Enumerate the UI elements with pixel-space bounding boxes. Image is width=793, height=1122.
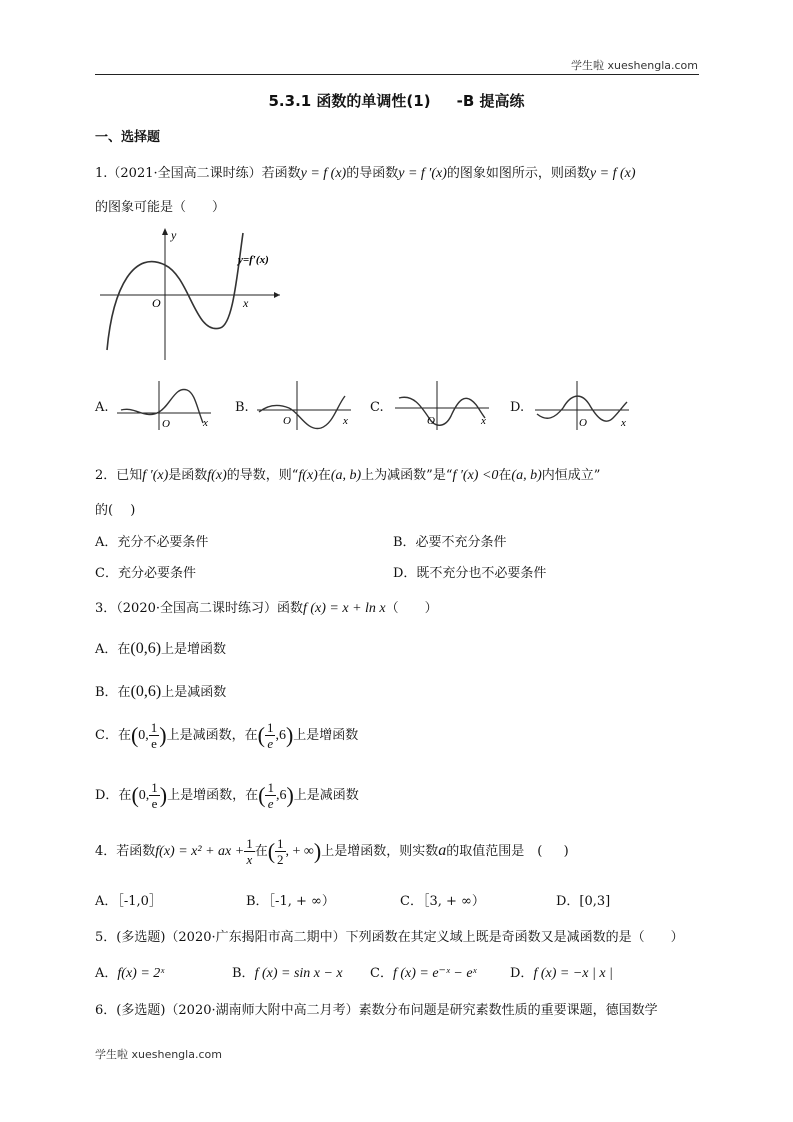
- q2-option-d: D．既不充分也不必要条件: [393, 566, 547, 581]
- q5-d-expr: f (x) = −x | x |: [533, 966, 613, 981]
- q2-text-f: 内恒成立”: [541, 468, 601, 483]
- option-c-graph: [393, 378, 493, 433]
- q2-option-a: A．充分不必要条件: [95, 535, 209, 550]
- option-a-letter: A.: [95, 400, 109, 415]
- frac-den: e: [267, 796, 274, 811]
- o-label: O: [427, 415, 435, 427]
- q2-func-2: f(x): [298, 468, 318, 483]
- q5-d-letter: D．: [510, 966, 534, 981]
- q3-b-pre: B．在: [95, 685, 131, 700]
- x-label: x: [203, 417, 208, 429]
- q3-d-six: ,6: [275, 788, 287, 803]
- q5-a-letter: A．: [95, 966, 118, 981]
- q3-d-mid: 上是增函数，在: [167, 788, 259, 803]
- footer-brand: 学生啦 xueshengla.com: [95, 1048, 222, 1061]
- q5-option-b: [232, 962, 343, 982]
- frac-den: e: [151, 736, 157, 751]
- q3-a-pre: A．在: [95, 642, 131, 657]
- frac-num: 1: [277, 836, 284, 851]
- q2-stem: [95, 464, 600, 484]
- q1-text: 1.（2021·全国高二课时练）若函数: [95, 166, 301, 181]
- q1-text-mid2: 的图象如图所示，则函数: [446, 166, 590, 181]
- q4-option-a: A．［-1,0］: [95, 894, 162, 909]
- q3-paren: （ ）: [385, 601, 438, 616]
- title-suffix: -B 提高练: [456, 92, 525, 110]
- option-c-letter: C.: [370, 400, 384, 415]
- x-label: x: [343, 415, 348, 427]
- q6-stem: 6．(多选题)（2020·湖南师大附中高二月考）素数分布问题是研究素数性质的重要课题，德国数学: [95, 1003, 658, 1018]
- q5-b-expr: f (x) = sin x − x: [254, 966, 343, 981]
- x-label: x: [243, 296, 249, 310]
- derivative-curve: [107, 233, 243, 350]
- q4-text: 4．若函数: [95, 844, 156, 859]
- q4-option-d: D．[0,3]: [556, 894, 611, 909]
- frac-num: 1: [246, 836, 253, 851]
- header-rule: [95, 74, 699, 75]
- q1-stem-line2: 的图象可能是（ ）: [95, 200, 226, 215]
- o-label: O: [162, 418, 170, 430]
- q1-func: y = f (x): [300, 166, 347, 181]
- q3-c-fraction: [149, 720, 160, 751]
- q2-text-e: 在: [498, 468, 512, 483]
- option-a-graph: [115, 378, 215, 433]
- x-label: x: [621, 417, 626, 429]
- q4-inf: , + ∞: [285, 844, 314, 859]
- q3-option-a: [95, 638, 226, 658]
- q2-stem-line2: 的( ): [95, 503, 136, 518]
- frac-den: x: [246, 852, 253, 867]
- q2-text-a: 是函数: [168, 468, 208, 483]
- curve-b: [259, 396, 345, 429]
- q2-derivative: f ′(x): [142, 468, 169, 483]
- origin-label: O: [152, 296, 161, 310]
- derivative-graph: [95, 225, 285, 365]
- q3-d-post: 上是减函数: [293, 788, 359, 803]
- q3-stem: [95, 597, 438, 617]
- option-d-letter: D.: [510, 400, 525, 415]
- q5-option-d: [510, 962, 613, 982]
- q4-func: f(x) = x² + ax +: [155, 844, 245, 859]
- q3-func: f (x) = x + ln x: [303, 601, 386, 616]
- q3-a-interval: (0,6): [130, 640, 162, 657]
- frac-den: e: [151, 796, 158, 811]
- q2-inequality: f ′(x) <0: [452, 468, 499, 483]
- x-label: x: [481, 415, 486, 427]
- q4-post2: 的取值范围是 ( ): [446, 844, 569, 859]
- q4-post: 上是增函数，则实数: [321, 844, 439, 859]
- q1-text-mid1: 的导函数: [346, 166, 399, 181]
- q3-a-post: 上是增函数: [161, 642, 227, 657]
- frac-num: 1: [150, 720, 158, 735]
- o-label: O: [579, 417, 587, 429]
- q5-option-c: [370, 962, 477, 982]
- q2-text-d: 上为减函数”是“: [361, 468, 453, 483]
- q1-derivative: y = f ′(x): [398, 166, 447, 181]
- q3-d-zero: 0,: [138, 788, 150, 803]
- q1-func-2: y = f (x): [589, 166, 636, 181]
- q5-stem: 5．(多选题)（2020·广东揭阳市高二期中）下列函数在其定义域上既是奇函数又是减函数的是（ ）: [95, 930, 684, 945]
- x-axis-arrow: [274, 292, 280, 298]
- y-axis-arrow: [162, 228, 168, 235]
- q3-d-fraction: [149, 780, 160, 811]
- q2-func: f(x): [207, 468, 227, 483]
- q2-option-c: C．充分必要条件: [95, 566, 196, 581]
- q2-text-c: 在: [317, 468, 331, 483]
- option-b-letter: B.: [235, 400, 249, 415]
- header-brand: 学生啦 xueshengla.com: [571, 59, 698, 72]
- q3-b-interval: (0,6): [130, 683, 162, 700]
- q5-option-a: [95, 962, 164, 982]
- q4-in: 在: [254, 844, 268, 859]
- curve-c: [399, 397, 485, 425]
- q2-text: 2．已知: [95, 468, 143, 483]
- q2-interval-2: (a, b): [511, 468, 542, 483]
- q3-c-pre: C．在: [95, 728, 131, 743]
- q4-half: [275, 836, 286, 867]
- q2-interval: (a, b): [330, 468, 362, 483]
- page-title: [0, 90, 793, 111]
- q2-text-b: 的导数，则“: [226, 468, 299, 483]
- q5-c-expr: f (x) = e⁻ˣ − eˣ: [392, 966, 477, 981]
- q4-fraction: [244, 836, 255, 867]
- q3-d-pre: D．在: [95, 788, 132, 803]
- q3-d-fraction-2: [265, 780, 276, 811]
- q3-option-c: C．在(0, $\frac{1}{e}$ )上是减函数，在( $\frac{1}{e}$ ,6)上是增函数: [95, 720, 359, 751]
- frac-num: 1: [266, 720, 274, 735]
- option-d-graph: [533, 378, 633, 433]
- q3-c-post: 上是增函数: [293, 728, 359, 743]
- q5-c-letter: C．: [370, 966, 393, 981]
- q4-option-c: C．［3, + ∞）: [400, 894, 485, 909]
- frac-num: 1: [267, 780, 274, 795]
- title-main: 5.3.1 函数的单调性(1): [268, 92, 431, 110]
- q4-stem: 4．若函数f(x) = x² + ax + $\frac{1}{x}$ 在( $\frac{1}{2}$ , + ∞)上是增函数，则实数a的取值范围是 ( ): [95, 836, 569, 867]
- option-b-graph: [255, 378, 355, 433]
- q3-c-six: ,6: [275, 728, 286, 743]
- frac-den: 2: [277, 852, 284, 867]
- q3-c-fraction-2: [265, 720, 276, 751]
- q3-c-zero: 0,: [138, 728, 149, 743]
- curve-label: y=f′(x): [238, 254, 269, 266]
- q4-option-b: B．［-1, + ∞）: [246, 894, 335, 909]
- q3-b-post: 上是减函数: [161, 685, 227, 700]
- y-label: y: [171, 228, 177, 242]
- q3-text: 3．（2020·全国高二课时练习）函数: [95, 601, 303, 616]
- o-label: O: [283, 415, 291, 427]
- q3-option-d: D．在(0, $\frac{1}{e}$ )上是增函数，在( $\frac{1}{e}$ ,6)上是减函数: [95, 780, 359, 811]
- q3-option-b: [95, 681, 226, 701]
- q1-options: [95, 378, 715, 438]
- q5-a-expr: f(x) = 2ˣ: [117, 966, 165, 981]
- frac-den: e: [267, 736, 274, 751]
- frac-num: 1: [151, 780, 158, 795]
- q2-option-b: B．必要不充分条件: [393, 535, 507, 550]
- q4-var-a: a: [438, 842, 447, 859]
- section-heading: 一、选择题: [95, 130, 161, 145]
- q1-stem: [95, 162, 636, 182]
- q5-b-letter: B．: [232, 966, 255, 981]
- q3-c-mid: 上是减函数，在: [166, 728, 258, 743]
